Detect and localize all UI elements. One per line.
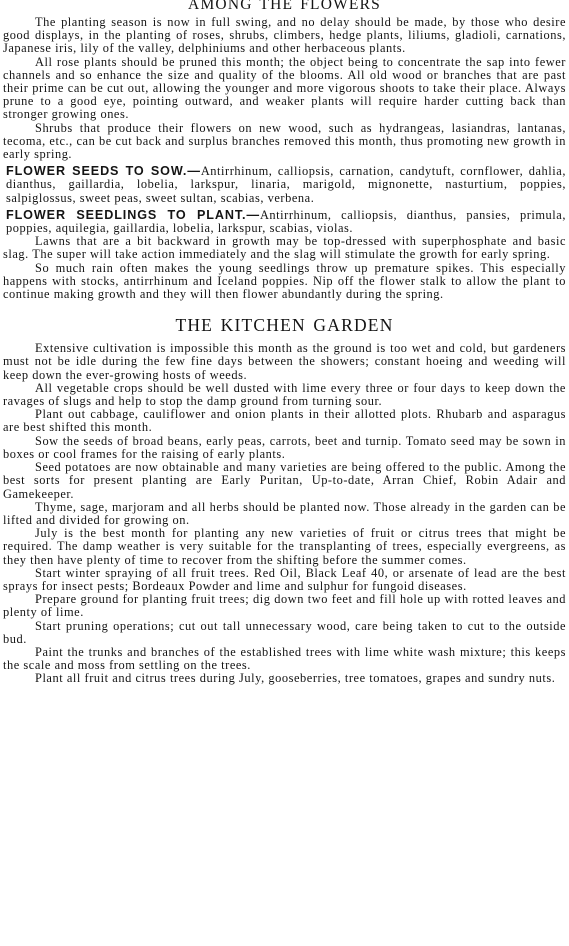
kitchen-paragraph-paint: Paint the trunks and branches of the established trees with lime white wash mixture; this keeps the scale and moss from settling on the trees. xyxy=(3,644,566,673)
flower-seeds-list xyxy=(3,165,566,205)
kitchen-paragraph-cultivation: Extensive cultivation is impossible this month as the ground is too wet and cold, but gardeners must not be idle during the few fine days between the showers; constant hoeing and weeding will keep down the ever-growing hosts of weeds. xyxy=(3,341,566,382)
flowers-paragraph-lawns: Lawns that are a bit backward in growth may be top-dressed with superphosphate and basic slag. The super will take action immediately and the slag will stimulate the growth for early spring. xyxy=(3,234,566,262)
kitchen-paragraph-plant-trees: Plant all fruit and citrus trees during July, gooseberries, tree tomatoes, grapes and sundry nuts. xyxy=(35,671,556,686)
flower-seedlings-list xyxy=(3,209,566,235)
flower-seeds-lead: FLOWER SEEDS TO SOW.— xyxy=(6,164,201,179)
kitchen-paragraph-sow: Sow the seeds of broad beans, early peas, carrots, beet and turnip. Tomato seed may be sown in boxes or cool frames for the raising of early plants. xyxy=(3,433,566,461)
kitchen-heading: THE KITCHEN GARDEN xyxy=(175,315,394,336)
flower-seeds-text: Antirrhinum, calliopsis, carnation, candytuft, cornflower, dahlia, dianthus, gaillardia, lobelia, larkspur, linaria, marigold, mignonette, nasturtium, poppies, salpiglossus, sweet peas, sweet sultan, scabias, verbena. xyxy=(6,164,566,205)
kitchen-paragraph-pruning: Start pruning operations; cut out tall unnecessary wood, care being taken to cut to the outside bud. xyxy=(3,618,566,646)
flowers-paragraph-rain: So much rain often makes the young seedlings throw up premature spikes. This especially happens with stocks, antirrhinum and Iceland poppies. Nip off the flower stalk to allow the plant to continue making growth and they will then flower abundantly during the spring. xyxy=(3,260,566,302)
kitchen-paragraph-potatoes: Seed potatoes are now obtainable and many varieties are being offered to the public. Among the best sorts for present planting are Early Puritan, Up-to-date, Arran Chief, Robin Adair and Gamekeeper. xyxy=(3,460,566,501)
kitchen-paragraph-spraying: Start winter spraying of all fruit trees. Red Oil, Black Leaf 40, or arsenate of lead are the best sprays for insect pests; Bordeaux Powder and lime and sulphur for fungoid diseases. xyxy=(3,565,566,593)
flower-seedlings-text: Antirrhinum, calliopsis, dianthus, pansies, primula, poppies, aquilegia, gaillardia, lobelia, larkspur, scabias, violas. xyxy=(6,207,566,236)
kitchen-paragraph-july: July is the best month for planting any new varieties of fruit or citrus trees that might be required. The damp weather is very suitable for the transplanting of trees, especially evergreens, as they then have plenty of time to recover from the shifting before the summer comes. xyxy=(3,526,566,567)
flowers-paragraph-roses: All rose plants should be pruned this month; the object being to concentrate the sap into fewer channels and so enhance the size and quality of the blooms. All old wood or branches that are past their prime can be cut out, allowing the younger and more vigorous shoots to take their place. Always prune to a good eye, pointing outward, and weaker plants will require harder cutting back than stronger growing ones. xyxy=(3,54,566,122)
flowers-paragraph-planting: The planting season is now in full swing, and no delay should be made, by those who desire good displays, in the planting of roses, shrubs, climbers, hedge plants, liliums, gladioli, carnations, Japanese iris, lily of the valley, delphiniums and other herbaceous plants. xyxy=(3,15,566,56)
kitchen-paragraph-prepare: Prepare ground for planting fruit trees; dig down two feet and fill hole up with rotted leaves and plenty of lime. xyxy=(3,592,566,620)
kitchen-paragraph-cabbage: Plant out cabbage, cauliflower and onion plants in their allotted plots. Rhubarb and asparagus are best shifted this month. xyxy=(3,407,566,435)
flowers-heading: AMONG THE FLOWERS xyxy=(188,0,381,13)
flower-seedlings-lead: FLOWER SEEDLINGS TO PLANT.— xyxy=(6,207,260,222)
kitchen-paragraph-herbs: Thyme, sage, marjoram and all herbs should be planted now. Those already in the garden can be lifted and divided for growing on. xyxy=(3,499,566,527)
kitchen-paragraph-lime: All vegetable crops should be well dusted with lime every three or four days to keep down the ravages of slugs and help to stop the damp ground from turning sour. xyxy=(3,380,566,409)
flowers-paragraph-shrubs: Shrubs that produce their flowers on new wood, such as hydrangeas, lasiandras, lantanas, tecoma, etc., can be cut back and surplus branches removed this month, thus promoting new growth in early spring. xyxy=(3,120,566,162)
